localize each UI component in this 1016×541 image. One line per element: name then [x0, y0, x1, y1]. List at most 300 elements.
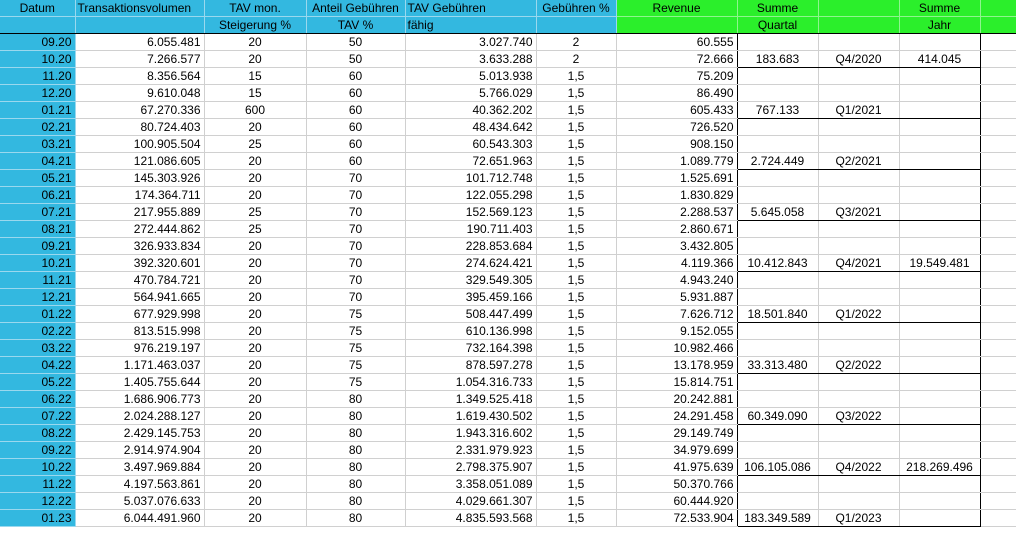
cell-transaktionsvolumen[interactable]: 2.914.974.904 [75, 442, 204, 459]
cell-steigerung[interactable]: 20 [204, 340, 306, 357]
cell-revenue[interactable]: 908.150 [616, 136, 737, 153]
cell-anteil[interactable]: 75 [306, 323, 405, 340]
cell-datum[interactable]: 02.21 [0, 119, 75, 136]
header-blank-3[interactable] [818, 17, 899, 34]
cell-anteil[interactable]: 70 [306, 170, 405, 187]
header-transaktionsvolumen[interactable]: Transaktionsvolumen [75, 0, 204, 17]
cell-tav-fahig[interactable]: 1.619.430.502 [405, 408, 536, 425]
cell-summe-jahr[interactable]: 19.549.481 [899, 255, 980, 272]
cell-datum[interactable]: 03.21 [0, 136, 75, 153]
cell-anteil[interactable]: 70 [306, 255, 405, 272]
cell-datum[interactable]: 07.22 [0, 408, 75, 425]
cell-steigerung[interactable]: 15 [204, 68, 306, 85]
cell-gebuehren[interactable]: 1,5 [536, 442, 616, 459]
cell-summe-jahr[interactable] [899, 476, 980, 493]
cell-tav-fahig[interactable]: 72.651.963 [405, 153, 536, 170]
cell-tav-fahig[interactable]: 122.055.298 [405, 187, 536, 204]
cell-quartal-label[interactable]: Q1/2021 [818, 102, 899, 119]
cell-tav-fahig[interactable]: 5.766.029 [405, 85, 536, 102]
cell-anteil[interactable]: 75 [306, 357, 405, 374]
cell-steigerung[interactable]: 20 [204, 493, 306, 510]
cell-empty[interactable] [980, 170, 1016, 187]
cell-steigerung[interactable]: 20 [204, 153, 306, 170]
cell-summe-jahr[interactable] [899, 85, 980, 102]
cell-quartal-label[interactable]: Q1/2022 [818, 306, 899, 323]
cell-quartal-label[interactable] [818, 170, 899, 187]
header-revenue[interactable]: Revenue [616, 0, 737, 17]
cell-summe-quartal[interactable]: 2.724.449 [737, 153, 818, 170]
cell-datum[interactable]: 10.22 [0, 459, 75, 476]
cell-empty[interactable] [980, 459, 1016, 476]
cell-transaktionsvolumen[interactable]: 100.905.504 [75, 136, 204, 153]
header-datum-2[interactable] [0, 17, 75, 34]
cell-quartal-label[interactable] [818, 34, 899, 51]
cell-transaktionsvolumen[interactable]: 217.955.889 [75, 204, 204, 221]
cell-tav-fahig[interactable]: 274.624.421 [405, 255, 536, 272]
cell-gebuehren[interactable]: 1,5 [536, 187, 616, 204]
cell-datum[interactable]: 09.21 [0, 238, 75, 255]
cell-anteil[interactable]: 75 [306, 340, 405, 357]
cell-steigerung[interactable]: 20 [204, 510, 306, 527]
cell-quartal-label[interactable] [818, 238, 899, 255]
cell-quartal-label[interactable] [818, 187, 899, 204]
cell-empty[interactable] [980, 425, 1016, 442]
cell-summe-jahr[interactable] [899, 136, 980, 153]
cell-revenue[interactable]: 2.288.537 [616, 204, 737, 221]
cell-revenue[interactable]: 1.089.779 [616, 153, 737, 170]
header-quartal[interactable]: Quartal [737, 17, 818, 34]
cell-summe-quartal[interactable] [737, 493, 818, 510]
cell-transaktionsvolumen[interactable]: 121.086.605 [75, 153, 204, 170]
cell-tav-fahig[interactable]: 329.549.305 [405, 272, 536, 289]
cell-datum[interactable]: 05.21 [0, 170, 75, 187]
cell-steigerung[interactable]: 20 [204, 476, 306, 493]
cell-datum[interactable]: 06.22 [0, 391, 75, 408]
cell-empty[interactable] [980, 340, 1016, 357]
cell-summe-quartal[interactable]: 10.412.843 [737, 255, 818, 272]
cell-gebuehren[interactable]: 1,5 [536, 374, 616, 391]
cell-anteil[interactable]: 60 [306, 153, 405, 170]
cell-transaktionsvolumen[interactable]: 470.784.721 [75, 272, 204, 289]
cell-transaktionsvolumen[interactable]: 9.610.048 [75, 85, 204, 102]
cell-transaktionsvolumen[interactable]: 2.024.288.127 [75, 408, 204, 425]
cell-revenue[interactable]: 24.291.458 [616, 408, 737, 425]
cell-summe-jahr[interactable] [899, 289, 980, 306]
cell-tav-fahig[interactable]: 4.835.593.568 [405, 510, 536, 527]
cell-summe-quartal[interactable] [737, 289, 818, 306]
cell-anteil[interactable]: 70 [306, 221, 405, 238]
cell-gebuehren[interactable]: 1,5 [536, 493, 616, 510]
cell-empty[interactable] [980, 187, 1016, 204]
cell-steigerung[interactable]: 20 [204, 408, 306, 425]
cell-quartal-label[interactable]: Q2/2021 [818, 153, 899, 170]
cell-anteil[interactable]: 75 [306, 306, 405, 323]
cell-gebuehren[interactable]: 1,5 [536, 306, 616, 323]
cell-transaktionsvolumen[interactable]: 5.037.076.633 [75, 493, 204, 510]
cell-quartal-label[interactable] [818, 289, 899, 306]
cell-revenue[interactable]: 1.830.829 [616, 187, 737, 204]
cell-datum[interactable]: 08.22 [0, 425, 75, 442]
cell-gebuehren[interactable]: 1,5 [536, 68, 616, 85]
cell-steigerung[interactable]: 20 [204, 187, 306, 204]
cell-summe-quartal[interactable]: 60.349.090 [737, 408, 818, 425]
cell-revenue[interactable]: 4.119.366 [616, 255, 737, 272]
cell-revenue[interactable]: 10.982.466 [616, 340, 737, 357]
cell-transaktionsvolumen[interactable]: 392.320.601 [75, 255, 204, 272]
cell-summe-quartal[interactable] [737, 340, 818, 357]
cell-empty[interactable] [980, 119, 1016, 136]
cell-steigerung[interactable]: 20 [204, 255, 306, 272]
cell-summe-quartal[interactable] [737, 391, 818, 408]
cell-datum[interactable]: 04.21 [0, 153, 75, 170]
cell-revenue[interactable]: 13.178.959 [616, 357, 737, 374]
cell-tav-fahig[interactable]: 3.358.051.089 [405, 476, 536, 493]
cell-gebuehren[interactable]: 1,5 [536, 408, 616, 425]
cell-summe-jahr[interactable] [899, 238, 980, 255]
cell-summe-jahr[interactable] [899, 408, 980, 425]
cell-transaktionsvolumen[interactable]: 326.933.834 [75, 238, 204, 255]
cell-summe-quartal[interactable] [737, 238, 818, 255]
cell-empty[interactable] [980, 408, 1016, 425]
cell-gebuehren[interactable]: 1,5 [536, 510, 616, 527]
cell-steigerung[interactable]: 25 [204, 221, 306, 238]
cell-empty[interactable] [980, 357, 1016, 374]
cell-steigerung[interactable]: 20 [204, 170, 306, 187]
cell-empty[interactable] [980, 272, 1016, 289]
cell-tav-fahig[interactable]: 190.711.403 [405, 221, 536, 238]
cell-datum[interactable]: 09.22 [0, 442, 75, 459]
cell-anteil[interactable]: 60 [306, 85, 405, 102]
cell-anteil[interactable]: 60 [306, 136, 405, 153]
cell-empty[interactable] [980, 374, 1016, 391]
cell-quartal-label[interactable]: Q2/2022 [818, 357, 899, 374]
cell-steigerung[interactable]: 20 [204, 357, 306, 374]
cell-summe-quartal[interactable]: 18.501.840 [737, 306, 818, 323]
cell-summe-quartal[interactable] [737, 272, 818, 289]
cell-summe-jahr[interactable] [899, 102, 980, 119]
cell-summe-quartal[interactable] [737, 221, 818, 238]
cell-revenue[interactable]: 20.242.881 [616, 391, 737, 408]
cell-quartal-label[interactable] [818, 68, 899, 85]
cell-transaktionsvolumen[interactable]: 272.444.862 [75, 221, 204, 238]
cell-anteil[interactable]: 80 [306, 408, 405, 425]
cell-anteil[interactable]: 70 [306, 289, 405, 306]
cell-anteil[interactable]: 50 [306, 34, 405, 51]
cell-summe-jahr[interactable] [899, 425, 980, 442]
cell-revenue[interactable]: 3.432.805 [616, 238, 737, 255]
cell-empty[interactable] [980, 102, 1016, 119]
cell-summe-jahr[interactable] [899, 493, 980, 510]
cell-gebuehren[interactable]: 1,5 [536, 340, 616, 357]
cell-quartal-label[interactable] [818, 119, 899, 136]
cell-anteil[interactable]: 80 [306, 493, 405, 510]
header-transaktionsvolumen-2[interactable] [75, 17, 204, 34]
cell-quartal-label[interactable] [818, 272, 899, 289]
cell-transaktionsvolumen[interactable]: 813.515.998 [75, 323, 204, 340]
cell-gebuehren[interactable]: 1,5 [536, 119, 616, 136]
cell-transaktionsvolumen[interactable]: 67.270.336 [75, 102, 204, 119]
cell-quartal-label[interactable]: Q3/2021 [818, 204, 899, 221]
cell-summe-quartal[interactable] [737, 170, 818, 187]
cell-summe-jahr[interactable] [899, 221, 980, 238]
cell-steigerung[interactable]: 20 [204, 425, 306, 442]
cell-steigerung[interactable]: 15 [204, 85, 306, 102]
cell-datum[interactable]: 10.20 [0, 51, 75, 68]
cell-anteil[interactable]: 75 [306, 374, 405, 391]
cell-summe-jahr[interactable] [899, 340, 980, 357]
cell-anteil[interactable]: 80 [306, 510, 405, 527]
header-jahr[interactable]: Jahr [899, 17, 980, 34]
cell-summe-quartal[interactable] [737, 187, 818, 204]
cell-revenue[interactable]: 50.370.766 [616, 476, 737, 493]
cell-steigerung[interactable]: 20 [204, 289, 306, 306]
cell-tav-fahig[interactable]: 2.331.979.923 [405, 442, 536, 459]
cell-summe-quartal[interactable]: 767.133 [737, 102, 818, 119]
header-datum[interactable]: Datum [0, 0, 75, 17]
cell-summe-jahr[interactable] [899, 187, 980, 204]
header-blank-4[interactable] [980, 17, 1016, 34]
cell-empty[interactable] [980, 391, 1016, 408]
cell-revenue[interactable]: 60.555 [616, 34, 737, 51]
cell-tav-fahig[interactable]: 395.459.166 [405, 289, 536, 306]
cell-summe-jahr[interactable] [899, 323, 980, 340]
cell-empty[interactable] [980, 323, 1016, 340]
cell-datum[interactable]: 06.21 [0, 187, 75, 204]
cell-revenue[interactable]: 7.626.712 [616, 306, 737, 323]
cell-transaktionsvolumen[interactable]: 677.929.998 [75, 306, 204, 323]
cell-quartal-label[interactable] [818, 425, 899, 442]
cell-summe-jahr[interactable] [899, 272, 980, 289]
cell-steigerung[interactable]: 20 [204, 272, 306, 289]
cell-empty[interactable] [980, 510, 1016, 527]
cell-datum[interactable]: 04.22 [0, 357, 75, 374]
cell-tav-fahig[interactable]: 48.434.642 [405, 119, 536, 136]
cell-datum[interactable]: 08.21 [0, 221, 75, 238]
cell-gebuehren[interactable]: 1,5 [536, 357, 616, 374]
cell-empty[interactable] [980, 68, 1016, 85]
cell-summe-quartal[interactable] [737, 323, 818, 340]
cell-summe-jahr[interactable]: 414.045 [899, 51, 980, 68]
cell-tav-fahig[interactable]: 3.633.288 [405, 51, 536, 68]
cell-summe-quartal[interactable]: 183.683 [737, 51, 818, 68]
cell-summe-jahr[interactable] [899, 306, 980, 323]
cell-steigerung[interactable]: 20 [204, 374, 306, 391]
cell-gebuehren[interactable]: 1,5 [536, 459, 616, 476]
cell-quartal-label[interactable] [818, 493, 899, 510]
cell-tav-fahig[interactable]: 1.349.525.418 [405, 391, 536, 408]
cell-datum[interactable]: 12.20 [0, 85, 75, 102]
cell-anteil[interactable]: 80 [306, 459, 405, 476]
cell-gebuehren[interactable]: 1,5 [536, 289, 616, 306]
cell-summe-jahr[interactable] [899, 170, 980, 187]
cell-datum[interactable]: 03.22 [0, 340, 75, 357]
cell-empty[interactable] [980, 204, 1016, 221]
cell-summe-jahr[interactable] [899, 357, 980, 374]
cell-steigerung[interactable]: 20 [204, 238, 306, 255]
cell-summe-jahr[interactable] [899, 153, 980, 170]
cell-quartal-label[interactable] [818, 221, 899, 238]
cell-gebuehren[interactable]: 1,5 [536, 102, 616, 119]
cell-summe-jahr[interactable] [899, 68, 980, 85]
cell-revenue[interactable]: 15.814.751 [616, 374, 737, 391]
cell-gebuehren[interactable]: 1,5 [536, 238, 616, 255]
cell-revenue[interactable]: 726.520 [616, 119, 737, 136]
cell-quartal-label[interactable]: Q4/2020 [818, 51, 899, 68]
cell-quartal-label[interactable]: Q4/2022 [818, 459, 899, 476]
cell-gebuehren[interactable]: 1,5 [536, 255, 616, 272]
cell-tav-fahig[interactable]: 732.164.398 [405, 340, 536, 357]
cell-tav-fahig[interactable]: 3.027.740 [405, 34, 536, 51]
cell-transaktionsvolumen[interactable]: 145.303.926 [75, 170, 204, 187]
cell-summe-quartal[interactable]: 106.105.086 [737, 459, 818, 476]
cell-gebuehren[interactable]: 1,5 [536, 272, 616, 289]
cell-transaktionsvolumen[interactable]: 6.044.491.960 [75, 510, 204, 527]
cell-transaktionsvolumen[interactable]: 1.171.463.037 [75, 357, 204, 374]
cell-anteil[interactable]: 70 [306, 238, 405, 255]
cell-tav-fahig[interactable]: 1.054.316.733 [405, 374, 536, 391]
cell-summe-quartal[interactable] [737, 476, 818, 493]
cell-tav-fahig[interactable]: 60.543.303 [405, 136, 536, 153]
cell-tav-fahig[interactable]: 228.853.684 [405, 238, 536, 255]
cell-summe-quartal[interactable]: 33.313.480 [737, 357, 818, 374]
cell-empty[interactable] [980, 442, 1016, 459]
header-gebuehren-2[interactable] [536, 17, 616, 34]
cell-summe-jahr[interactable] [899, 204, 980, 221]
cell-quartal-label[interactable] [818, 136, 899, 153]
cell-revenue[interactable]: 5.931.887 [616, 289, 737, 306]
cell-datum[interactable]: 09.20 [0, 34, 75, 51]
header-tav-mon[interactable]: TAV mon. [204, 0, 306, 17]
cell-gebuehren[interactable]: 1,5 [536, 153, 616, 170]
cell-steigerung[interactable]: 20 [204, 51, 306, 68]
cell-revenue[interactable]: 72.533.904 [616, 510, 737, 527]
cell-summe-quartal[interactable] [737, 34, 818, 51]
cell-revenue[interactable]: 1.525.691 [616, 170, 737, 187]
cell-empty[interactable] [980, 51, 1016, 68]
cell-summe-quartal[interactable] [737, 442, 818, 459]
cell-datum[interactable]: 11.22 [0, 476, 75, 493]
cell-gebuehren[interactable]: 1,5 [536, 391, 616, 408]
cell-quartal-label[interactable] [818, 476, 899, 493]
cell-steigerung[interactable]: 20 [204, 391, 306, 408]
header-summe-quartal[interactable]: Summe [737, 0, 818, 17]
cell-datum[interactable]: 11.21 [0, 272, 75, 289]
cell-steigerung[interactable]: 20 [204, 119, 306, 136]
cell-empty[interactable] [980, 136, 1016, 153]
cell-anteil[interactable]: 70 [306, 187, 405, 204]
cell-transaktionsvolumen[interactable]: 1.686.906.773 [75, 391, 204, 408]
cell-revenue[interactable]: 60.444.920 [616, 493, 737, 510]
cell-summe-jahr[interactable] [899, 510, 980, 527]
cell-empty[interactable] [980, 34, 1016, 51]
cell-datum[interactable]: 07.21 [0, 204, 75, 221]
cell-quartal-label[interactable]: Q3/2022 [818, 408, 899, 425]
cell-datum[interactable]: 05.22 [0, 374, 75, 391]
cell-quartal-label[interactable] [818, 391, 899, 408]
cell-transaktionsvolumen[interactable]: 1.405.755.644 [75, 374, 204, 391]
cell-datum[interactable]: 02.22 [0, 323, 75, 340]
cell-summe-jahr[interactable] [899, 374, 980, 391]
cell-steigerung[interactable]: 20 [204, 323, 306, 340]
cell-revenue[interactable]: 72.666 [616, 51, 737, 68]
cell-revenue[interactable]: 29.149.749 [616, 425, 737, 442]
cell-gebuehren[interactable]: 1,5 [536, 136, 616, 153]
cell-quartal-label[interactable] [818, 442, 899, 459]
cell-gebuehren[interactable]: 1,5 [536, 204, 616, 221]
cell-steigerung[interactable]: 20 [204, 442, 306, 459]
cell-transaktionsvolumen[interactable]: 564.941.665 [75, 289, 204, 306]
cell-datum[interactable]: 12.21 [0, 289, 75, 306]
cell-datum[interactable]: 10.21 [0, 255, 75, 272]
cell-tav-fahig[interactable]: 4.029.661.307 [405, 493, 536, 510]
cell-anteil[interactable]: 80 [306, 425, 405, 442]
cell-empty[interactable] [980, 255, 1016, 272]
cell-datum[interactable]: 01.22 [0, 306, 75, 323]
cell-summe-quartal[interactable] [737, 136, 818, 153]
cell-revenue[interactable]: 75.209 [616, 68, 737, 85]
cell-summe-jahr[interactable] [899, 442, 980, 459]
cell-tav-fahig[interactable]: 1.943.316.602 [405, 425, 536, 442]
cell-anteil[interactable]: 60 [306, 119, 405, 136]
cell-summe-quartal[interactable] [737, 425, 818, 442]
cell-quartal-label[interactable]: Q4/2021 [818, 255, 899, 272]
cell-tav-fahig[interactable]: 152.569.123 [405, 204, 536, 221]
header-tav-gebuehren[interactable]: TAV Gebühren [405, 0, 536, 17]
cell-revenue[interactable]: 605.433 [616, 102, 737, 119]
cell-anteil[interactable]: 80 [306, 476, 405, 493]
cell-quartal-label[interactable]: Q1/2023 [818, 510, 899, 527]
cell-datum[interactable]: 01.23 [0, 510, 75, 527]
cell-quartal-label[interactable] [818, 85, 899, 102]
cell-revenue[interactable]: 86.490 [616, 85, 737, 102]
cell-datum[interactable]: 01.21 [0, 102, 75, 119]
cell-summe-quartal[interactable] [737, 85, 818, 102]
cell-quartal-label[interactable] [818, 374, 899, 391]
cell-gebuehren[interactable]: 1,5 [536, 170, 616, 187]
cell-empty[interactable] [980, 493, 1016, 510]
cell-empty[interactable] [980, 85, 1016, 102]
cell-transaktionsvolumen[interactable]: 3.497.969.884 [75, 459, 204, 476]
cell-anteil[interactable]: 60 [306, 68, 405, 85]
cell-summe-quartal[interactable] [737, 68, 818, 85]
header-summe-jahr[interactable]: Summe [899, 0, 980, 17]
cell-summe-jahr[interactable] [899, 391, 980, 408]
cell-gebuehren[interactable]: 1,5 [536, 323, 616, 340]
cell-summe-quartal[interactable] [737, 119, 818, 136]
cell-gebuehren[interactable]: 1,5 [536, 476, 616, 493]
cell-steigerung[interactable]: 25 [204, 136, 306, 153]
cell-anteil[interactable]: 80 [306, 391, 405, 408]
cell-datum[interactable]: 11.20 [0, 68, 75, 85]
cell-empty[interactable] [980, 221, 1016, 238]
cell-transaktionsvolumen[interactable]: 976.219.197 [75, 340, 204, 357]
cell-transaktionsvolumen[interactable]: 80.724.403 [75, 119, 204, 136]
cell-summe-quartal[interactable]: 5.645.058 [737, 204, 818, 221]
cell-empty[interactable] [980, 289, 1016, 306]
cell-empty[interactable] [980, 306, 1016, 323]
cell-empty[interactable] [980, 238, 1016, 255]
cell-summe-jahr[interactable] [899, 34, 980, 51]
cell-tav-fahig[interactable]: 40.362.202 [405, 102, 536, 119]
cell-steigerung[interactable]: 600 [204, 102, 306, 119]
cell-transaktionsvolumen[interactable]: 8.356.564 [75, 68, 204, 85]
cell-tav-fahig[interactable]: 508.447.499 [405, 306, 536, 323]
cell-transaktionsvolumen[interactable]: 2.429.145.753 [75, 425, 204, 442]
cell-steigerung[interactable]: 20 [204, 459, 306, 476]
cell-revenue[interactable]: 41.975.639 [616, 459, 737, 476]
cell-tav-fahig[interactable]: 610.136.998 [405, 323, 536, 340]
cell-anteil[interactable]: 60 [306, 102, 405, 119]
